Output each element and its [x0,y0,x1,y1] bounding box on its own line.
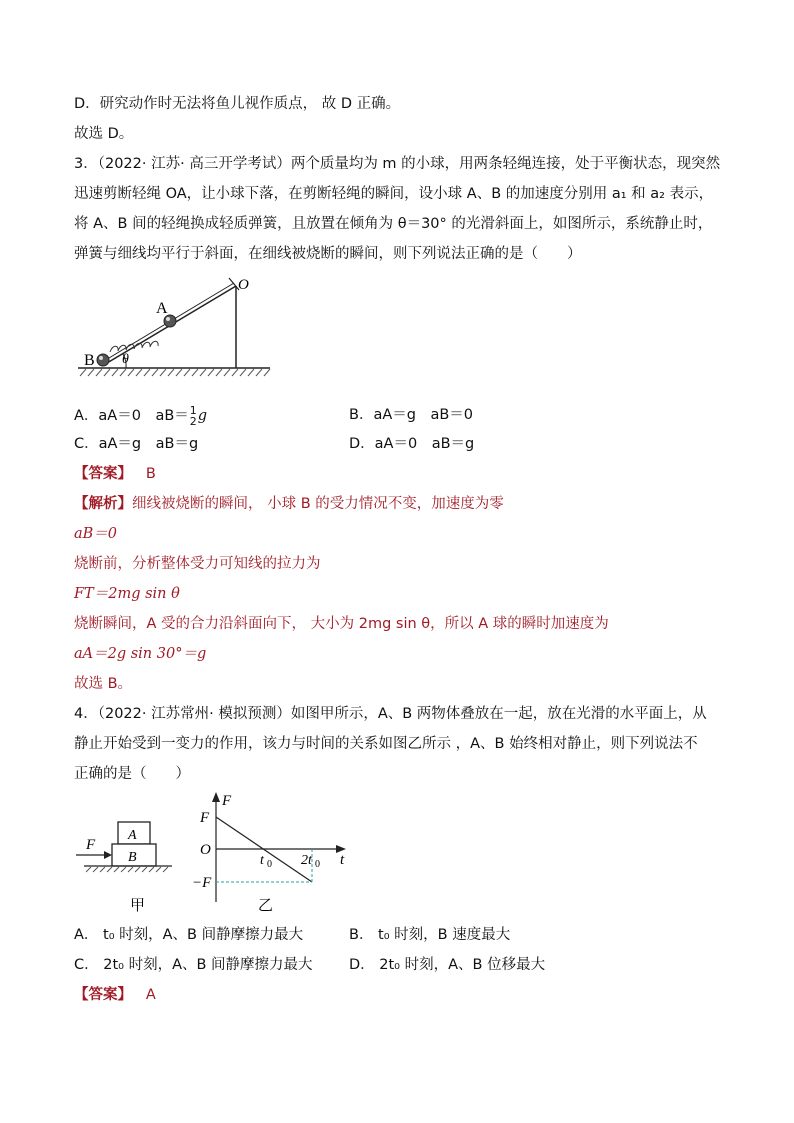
jia-caption: 甲 [130,896,146,914]
label-a: A [156,300,168,317]
q3-analysis-line-3: 烧断瞬间，A 受的合力沿斜面向下， 大小为 2mg sin θ，所以 A 球的瞬时加速度为 [74,616,609,632]
prev-option-d-conclusion: D．研究动作时无法将鱼儿视作质点， 故 D 正确。 [74,96,401,112]
q4-figure-yi [190,790,360,915]
q3-option-a-text: A．aA＝0 aB＝ [74,408,189,424]
q4-stem-line-1 [74,704,707,724]
q3-incline-figure [74,268,274,380]
analysis-text-1: 细线被烧断的瞬间， 小球 B 的受力情况不变，加速度为零 [132,496,504,512]
q4-answer [74,985,156,1005]
yi-label-axis-f: F [222,793,232,809]
answer-value: B [145,466,156,482]
q3-analysis-line-2: 烧断前，分析整体受力可知线的拉力为 [74,556,321,572]
q3-stem-line-2: 迅速剪断轻绳 OA，让小球下落，在剪断轻绳的瞬间，设小球 A、B 的加速度分别用 a₁ 和 a₂ 表示， [74,186,714,202]
q4-answer-label: 【答案】 [74,987,132,1003]
q4-option-d: D． 2t₀ 时刻，A、B 位移最大 [349,957,546,973]
fraction-half [190,405,197,427]
q3-option-d: D．aA＝0 aB＝g [349,436,475,452]
q4-source: （2022· 江苏常州· 模拟预测） [97,706,291,722]
q3-stem-line-3: 将 A、B 间的轻绳换成轻质弹簧，且放置在倾角为 θ＝30° 的光滑斜面上，如图所示，系统静止时， [74,216,713,232]
q4-option-a: A． t₀ 时刻，A、B 间静摩擦力最大 [74,927,304,943]
q3-number: 3． [74,156,98,172]
q3-option-a [74,405,207,427]
analysis-label: 【解析】 [74,496,132,512]
force-arrow-head [104,851,112,859]
yi-label-f-pos: F [200,810,210,826]
answer-label: 【答案】 [74,466,132,482]
yi-label-f-neg: −F [192,875,212,891]
q3-equation-3: aA＝2g sin 30°＝g [74,646,207,662]
floor-hatch [86,867,168,872]
yi-label-t0-sub: 0 [267,859,272,870]
yi-label-t0: t [260,853,264,868]
q3-option-a-g: g [197,408,208,424]
q3-stem-line-1 [74,154,720,174]
prev-select-statement: 故选 D。 [74,126,134,142]
jia-label-a: A [128,828,137,843]
yi-label-2t0: 2t [301,853,312,868]
q4-stem-1: 如图甲所示，A、B 两物体叠放在一起，放在光滑的水平面上，从 [290,706,707,722]
q3-equation-1: aB＝0 [74,526,118,542]
yi-label-2t0-sub: 0 [315,859,320,870]
ball-b-highlight [99,356,103,360]
q4-number: 4． [74,706,98,722]
fraction-num: 1 [189,404,197,417]
q3-equation-2: FT＝2mg sin θ [74,586,180,602]
label-theta: θ [122,352,129,367]
yi-caption: 乙 [258,896,274,914]
q4-option-c: C． 2t₀ 时刻，A、B 间静摩擦力最大 [74,957,313,973]
q3-option-c: C．aA＝g aB＝g [74,436,199,452]
ball-a-highlight [166,317,170,321]
q3-stem-1: 两个质量均为 m 的小球，用两条轻绳连接，处于平衡状态，现突然 [290,156,721,172]
jia-label-f: F [86,837,96,853]
q4-answer-value: A [145,987,156,1003]
q3-source: （2022· 江苏· 高三开学考试） [97,156,291,172]
q3-select-statement: 故选 B。 [74,676,133,692]
label-b: B [84,352,95,369]
q3-analysis-line-1 [74,494,504,514]
q3-option-b: B．aA＝g aB＝0 [349,407,474,423]
jia-label-b: B [128,850,137,865]
y-axis-arrow [212,792,220,802]
ball-b [97,354,109,366]
q4-option-b: B． t₀ 时刻，B 速度最大 [349,927,511,943]
q4-stem-line-2: 静止开始受到一变力的作用，该力与时间的关系如图乙所示 ，A、B 始终相对静止，则下列说法不 [74,736,698,752]
q3-answer [74,464,156,484]
q4-stem-line-3: 正确的是（ ） [74,766,190,782]
yi-label-origin: O [200,842,211,858]
fraction-den: 2 [189,415,197,428]
q3-stem-line-4: 弹簧与细线均平行于斜面，在细线被烧断的瞬间，则下列说法正确的是（ ） [74,246,582,262]
ground-hatch [80,369,270,376]
yi-label-axis-t: t [340,852,345,868]
q4-figure-jia [74,814,184,914]
label-o: O [238,277,249,293]
